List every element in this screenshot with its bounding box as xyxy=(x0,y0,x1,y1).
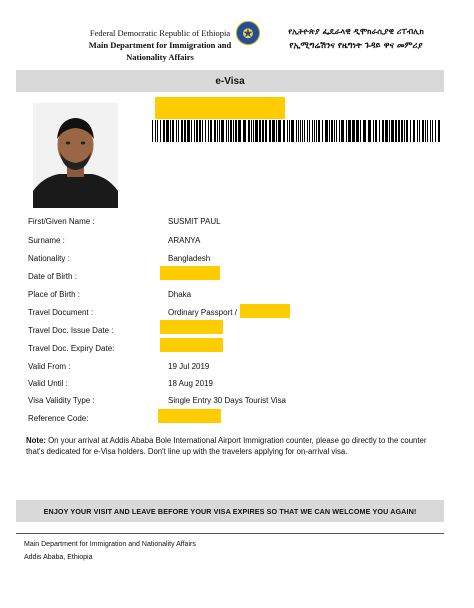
label-surname: Surname : xyxy=(28,236,65,245)
value-nationality: Bangladesh xyxy=(168,254,211,263)
header-dept-en-2: Nationality Affairs xyxy=(126,52,194,62)
note-text: On your arrival at Addis Ababa Bole International Airport Immigration counter, please go directly to the counter that's dedicated for e-Visa holders. Don't line up with the travelers applying for on-arrival visa. xyxy=(26,436,427,456)
label-doc-issue-date: Travel Doc. Issue Date : xyxy=(28,326,114,335)
value-valid-from: 19 Jul 2019 xyxy=(168,362,210,371)
label-doc-expiry-date: Travel Doc. Expiry Date: xyxy=(28,344,115,353)
redacted-issue-date xyxy=(160,320,223,334)
arrival-note xyxy=(26,436,446,457)
value-place-of-birth: Dhaka xyxy=(168,290,192,299)
value-surname: ARANYA xyxy=(168,236,201,245)
footer-dept: Main Department for Immigration and Nationality Affairs xyxy=(24,541,196,548)
footer-divider xyxy=(16,533,444,534)
redacted-visa-number xyxy=(155,97,285,119)
header-english xyxy=(70,27,250,63)
barcode xyxy=(152,120,442,142)
label-valid-from: Valid From : xyxy=(28,362,71,371)
value-first-name: SUSMIT PAUL xyxy=(168,217,221,226)
header-dept-am: የኢሚግሬሽንና የዜግነት ጉዳይ ዋና መምሪያ xyxy=(289,41,423,51)
label-valid-until: Valid Until : xyxy=(28,379,68,388)
evisa-title-bar: e-Visa xyxy=(16,70,444,92)
label-first-name: First/Given Name : xyxy=(28,217,95,226)
redacted-reference-code xyxy=(158,409,221,423)
label-date-of-birth: Date of Birth : xyxy=(28,272,77,281)
header-dept-en-1: Main Department for Immigration and xyxy=(88,40,232,50)
value-travel-document: Ordinary Passport / xyxy=(168,308,237,317)
label-reference-code: Reference Code: xyxy=(28,414,89,423)
farewell-banner: ENJOY YOUR VISIT AND LEAVE BEFORE YOUR VISA EXPIRES SO THAT WE CAN WELCOME YOU AGAIN! xyxy=(16,500,444,522)
header-amharic xyxy=(256,25,456,53)
redacted-passport-number xyxy=(240,304,290,318)
footer-city: Addis Ababa, Ethiopia xyxy=(24,554,93,561)
label-place-of-birth: Place of Birth : xyxy=(28,290,81,299)
applicant-photo xyxy=(33,103,118,208)
header-country-am: የኢትዮጵያ ፌዴራላዊ ዲሞክራሲያዊ ሪፐብሊክ xyxy=(288,27,424,36)
redacted-date-of-birth xyxy=(160,266,220,280)
redacted-expiry-date xyxy=(160,338,223,352)
header-country-en: Federal Democratic Republic of Ethiopia xyxy=(89,28,231,38)
note-prefix: Note: xyxy=(26,436,46,445)
label-nationality: Nationality : xyxy=(28,254,70,263)
label-travel-document: Travel Document : xyxy=(28,308,94,317)
star-emblem-icon: ✪ xyxy=(236,21,260,45)
label-visa-validity-type: Visa Validity Type : xyxy=(28,396,95,405)
value-valid-until: 18 Aug 2019 xyxy=(168,379,213,388)
value-visa-validity-type: Single Entry 30 Days Tourist Visa xyxy=(168,396,286,405)
